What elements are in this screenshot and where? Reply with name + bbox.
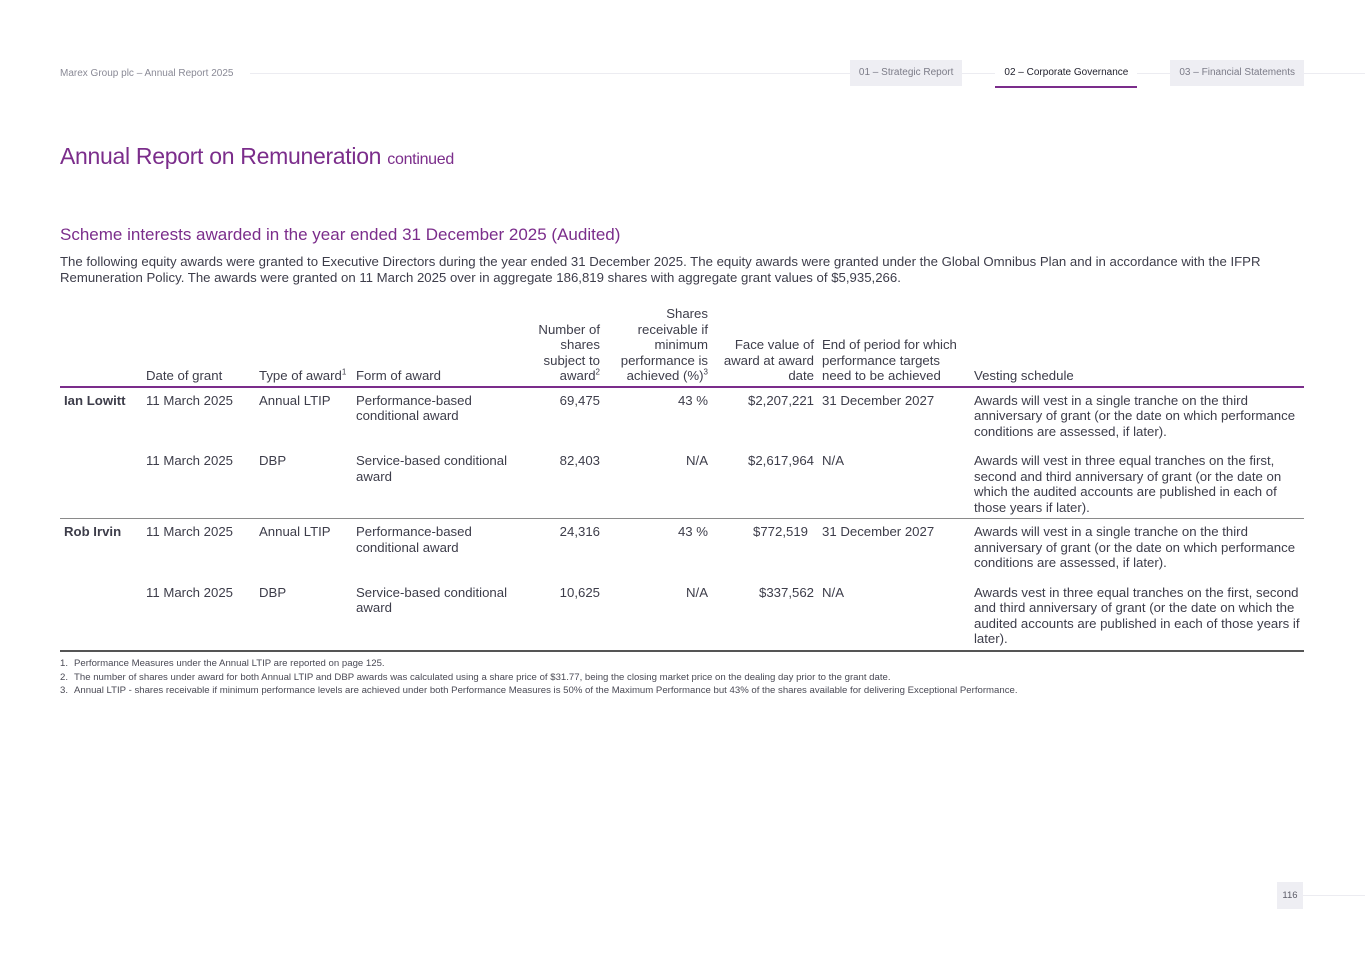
min-performance: N/A (604, 571, 712, 651)
grant-date: 11 March 2025 (146, 524, 233, 539)
tab-financial-statements[interactable]: 03 – Financial Statements (1170, 60, 1304, 86)
director-name (60, 439, 142, 519)
award-type: Annual LTIP (259, 524, 331, 539)
share-count: 10,625 (517, 571, 604, 651)
table-row (60, 571, 1304, 651)
vesting-schedule: Awards will vest in a single tranche on the third anniversary of grant (or the date on which performance conditions are assessed, if later). (974, 392, 1296, 439)
table-row (60, 387, 1304, 440)
grant-date: 11 March 2025 (142, 439, 255, 519)
share-count: 24,316 (559, 524, 600, 539)
face-value: $2,617,964 (712, 439, 818, 519)
col-header-min-performance: Shares receivable if minimum performance is achieved (%)$^3$ (604, 306, 712, 387)
footnote: 1. Performance Measures under the Annual LTIP are reported on page 125. (60, 658, 385, 669)
award-form: Performance-based conditional award (356, 392, 472, 423)
face-value: $2,207,221 (747, 392, 814, 408)
award-type: DBP (255, 571, 352, 651)
min-performance: 43 % (677, 524, 708, 539)
award-form: Service-based conditional award (352, 571, 517, 651)
document-title: Marex Group plc – Annual Report 2025 (60, 68, 241, 79)
award-type: Annual LTIP (259, 392, 331, 408)
table-row (60, 439, 1304, 519)
director-name: Ian Lowitt (64, 392, 126, 408)
award-type: DBP (255, 439, 352, 519)
min-performance: N/A (604, 439, 712, 519)
col-header-face-value: Face value of award at award date (712, 306, 818, 387)
award-form: Service-based conditional award (352, 439, 517, 519)
page-title-main: Annual Report on Remuneration (60, 143, 382, 169)
period-end: N/A (818, 571, 964, 651)
face-value: $772,519 (752, 524, 808, 539)
page-title-suffix: continued (387, 151, 454, 168)
vesting-schedule: Awards will vest in three equal tranches on the first, second and third anniversary of grant (or the date on which the audited accounts are published in each of those years if later). (964, 439, 1304, 519)
footnotes (60, 657, 1018, 698)
director-name (60, 571, 142, 651)
page-title (60, 143, 454, 170)
awards-table (60, 306, 1304, 652)
grant-date: 11 March 2025 (142, 571, 255, 651)
col-header-date: Date of grant (142, 306, 255, 387)
section-heading: Scheme interests awarded in the year ended 31 December 2025 (Audited) (60, 225, 621, 244)
table-header-row (60, 306, 1304, 387)
share-count: 82,403 (517, 439, 604, 519)
col-header-form: Form of award (352, 306, 517, 387)
intro-paragraph: The following equity awards were granted to Executive Directors during the year ended 31 December 2025. The equity awards were granted under the Global Omnibus Plan and in accordance with the IFPR Remuneration Policy. The awards were granted on 11 March 2025 over in aggregate 186,819 shares with aggregate grant values of $5,935,266. (60, 254, 1261, 285)
footnote: 2. The number of shares under award for both Annual LTIP and DBP awards was calculated using a share price of $31.77, being the closing market price on the dealing day prior to the grant date. (60, 671, 891, 683)
tab-strategic-report[interactable]: 01 – Strategic Report (850, 60, 963, 86)
share-count: 69,475 (559, 392, 600, 408)
period-end: N/A (818, 439, 964, 519)
vesting-schedule: Awards vest in three equal tranches on the first, second and third anniversary of grant (or the date on which the audited accounts are published in each of those years if later). (964, 571, 1304, 651)
min-performance: 43 % (677, 392, 708, 408)
table-row (60, 519, 1304, 571)
col-header-shares: Number of shares subject to award$^2$ (517, 306, 604, 387)
period-end: 31 December 2027 (822, 524, 935, 539)
page-number: 116 (1277, 882, 1303, 909)
col-header-director (60, 306, 142, 387)
director-name: Rob Irvin (64, 524, 122, 539)
col-header-vesting: Vesting schedule (964, 306, 1304, 387)
footnote: 3. Annual LTIP - shares receivable if minimum performance levels are achieved under both Performance Measures is 50% of the Maximum Performance but 43% of the shares available for delivering Exceptional Performance. (60, 685, 1018, 696)
col-header-period-end: End of period for which performance targets need to be achieved (818, 306, 964, 387)
tab-corporate-governance[interactable]: 02 – Corporate Governance (995, 60, 1137, 88)
award-form: Performance-based conditional award (356, 524, 472, 555)
face-value: $337,562 (712, 571, 818, 651)
col-header-type: Type of award$^1$ (255, 306, 352, 387)
grant-date: 11 March 2025 (146, 392, 233, 408)
vesting-schedule: Awards will vest in a single tranche on the third anniversary of grant (or the date on which performance conditions are assessed, if later). (974, 524, 1296, 570)
period-end: 31 December 2027 (822, 392, 935, 408)
section-nav (817, 60, 1304, 88)
